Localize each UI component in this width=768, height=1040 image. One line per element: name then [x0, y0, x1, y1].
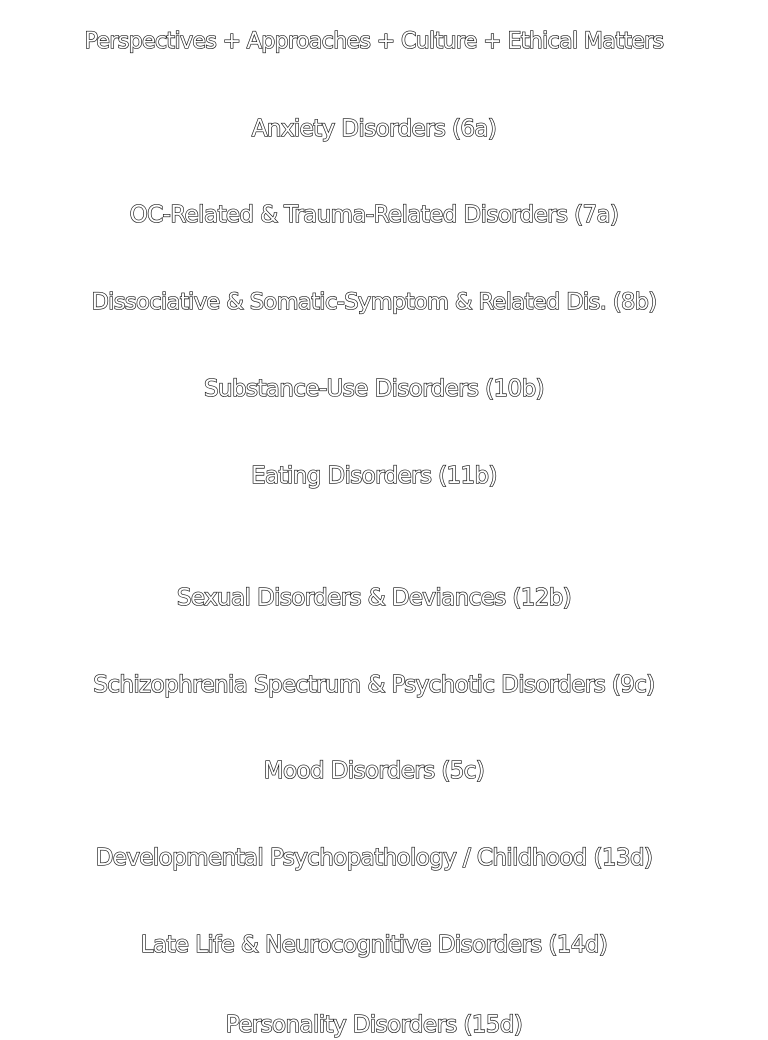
topic-label: Developmental Psychopathology / Childhood (13d): [95, 845, 653, 871]
topic-perspectives: [0, 27, 748, 57]
topic-schizophrenia: [0, 670, 748, 700]
topic-label: Sexual Disorders & Deviances (12b): [176, 585, 572, 611]
topic-label: Anxiety Disorders (6a): [251, 116, 497, 142]
topic-label: Personality Disorders (15d): [225, 1012, 523, 1038]
topic-oc-trauma-disorders: [0, 200, 748, 230]
topic-sexual-disorders: [0, 583, 748, 613]
topic-label: Late Life & Neurocognitive Disorders (14d): [140, 932, 608, 958]
topic-label: Schizophrenia Spectrum & Psychotic Disorders (9c): [93, 672, 655, 698]
topic-eating-disorders: [0, 461, 748, 491]
topic-dissociative-somatic: [0, 287, 748, 317]
topic-label: Perspectives + Approaches + Culture + Ethical Matters: [84, 29, 664, 54]
topic-developmental: [0, 843, 748, 873]
topic-personality-disorders: [0, 1010, 748, 1040]
topic-label: Dissociative & Somatic-Symptom & Related Dis. (8b): [91, 289, 657, 315]
topic-label: OC-Related & Trauma-Related Disorders (7a): [129, 202, 619, 228]
topic-late-life: [0, 930, 748, 960]
topic-label: Mood Disorders (5c): [263, 758, 485, 784]
topic-label: Substance-Use Disorders (10b): [204, 376, 544, 402]
topic-mood-disorders: [0, 756, 748, 786]
topic-substance-use: [0, 374, 748, 404]
topic-label: Eating Disorders (11b): [251, 463, 497, 489]
topic-anxiety-disorders: [0, 114, 748, 144]
